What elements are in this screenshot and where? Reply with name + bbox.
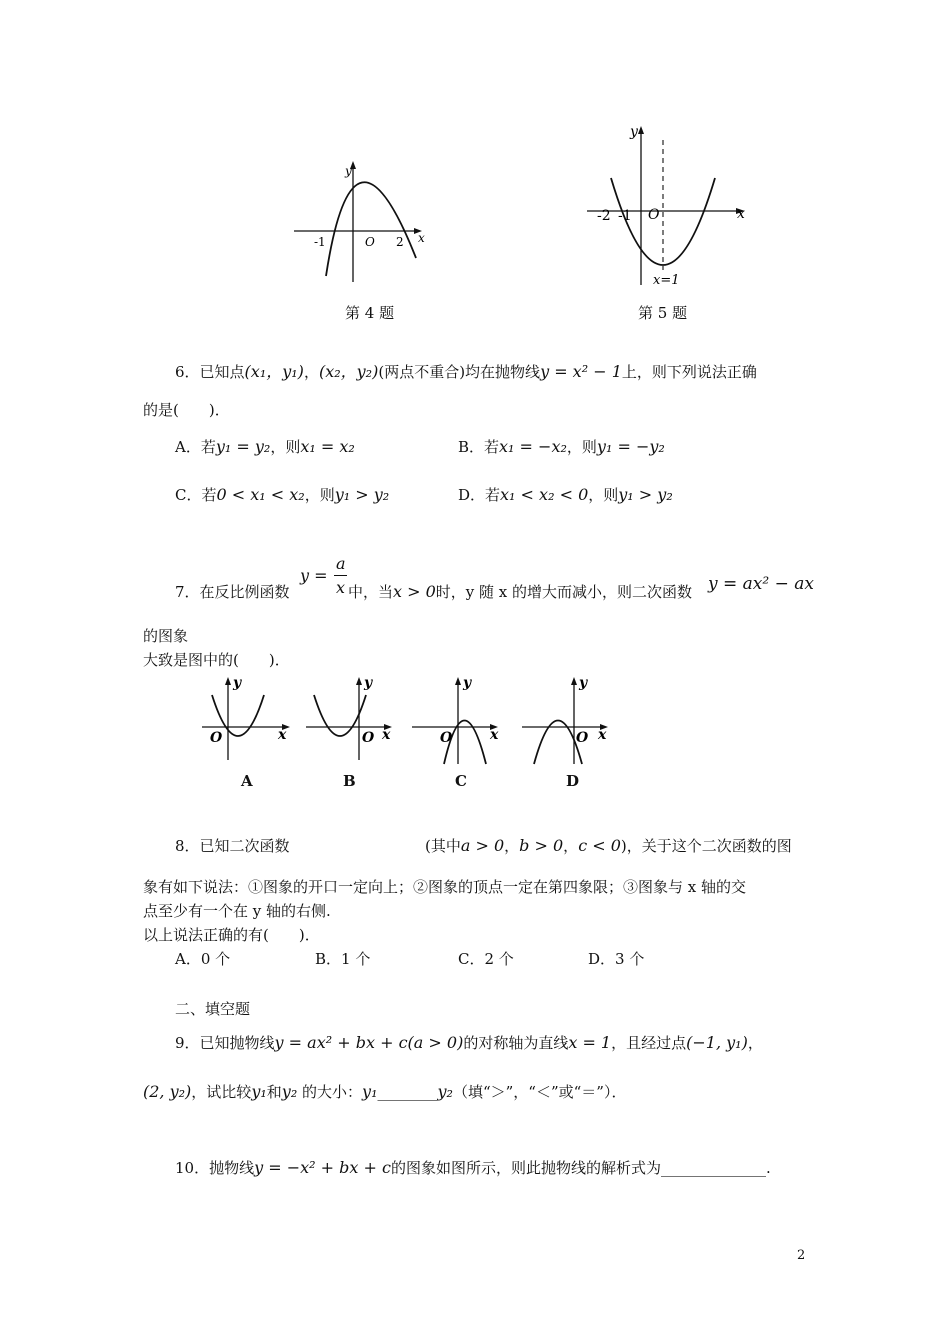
q7-equation: y = ax² − ax [708,574,814,594]
section-fill-in-title: 二、填空题 [175,1000,251,1018]
q8-line4: 以上说法正确的有( )． [143,926,320,944]
figure-4-caption: 第 4 题 [345,304,395,322]
q7-line3: 大致是图中的( )． [143,651,290,669]
q8-c3: c < 0 [578,836,621,855]
q10-equation: y = −x² + bx + c [254,1158,391,1177]
figure-5-caption: 第 5 题 [638,304,688,322]
q9-mid3: ，试比较 [191,1083,252,1101]
q6-a-cond: y₁ = y₂ [215,437,271,456]
q6-b-then: ，则 [566,438,597,456]
q7-b-x: x [382,727,391,743]
fig5-axis-label: x=1 [653,273,680,288]
q9-line1 [175,1033,763,1053]
q7-frac-y: y = [300,566,328,585]
q8-option-d: D．3 个 [588,950,645,968]
fig5-tick-m2: -2 [597,208,611,224]
q7-mid1: 中，当 [348,583,394,601]
page-number: 2 [797,1248,806,1263]
q7-line2: 的图象 [143,627,189,645]
q8-option-a: A．0 个 [175,950,231,968]
q6-point1: (x₁，y₁) [244,362,304,381]
q10-prefix: 10．抛物线 [175,1159,255,1177]
q9-point2: (2, y₂) [143,1082,192,1101]
q6-d-cond: x₁ < x₂ < 0 [500,485,589,504]
q6-option-a [175,437,355,457]
q8-rest: (其中a > 0，b > 0，c < 0)，关于这个二次函数的图 [425,836,792,855]
q7-label-a: A [241,772,253,790]
q6-b-label: B．若 [458,438,500,456]
q8-c2: b > 0 [519,836,564,855]
q9-mid4: 的大小： [302,1083,363,1101]
q7-label-d: D [566,772,580,790]
q6-b-result: y₁ = −y₂ [596,437,665,456]
fig4-tick-right: 2 [396,235,404,249]
q7-graph-c [408,672,508,772]
q8-paren: (其中 [425,837,461,855]
q6-mid: (两点不重合)均在抛物线 [378,363,541,381]
q7-mid2: 时，y 随 x 的增大而减小，则二次函数 [435,583,693,601]
q6-a-label: A．若 [175,438,216,456]
q6-d-then: ，则 [588,486,619,504]
q7-c-x: x [490,727,499,743]
q7-a-o: O [210,730,223,746]
q6-d-label: D．若 [458,486,501,504]
q7-c-o: O [440,730,453,746]
q7-a-y: y [233,675,242,691]
q7-label-b: B [343,772,356,790]
fig4-tick-left: -1 [314,235,326,249]
figure-5-graph [585,120,760,290]
q7-label-c: C [455,772,467,790]
q9-prefix: 9．已知抛物线 [175,1034,275,1052]
q9-mid2: ，且经过点 [611,1034,687,1052]
fig5-tick-m1: -1 [618,208,632,224]
q7-prefix: 7．在反比例函数 [175,583,290,601]
q6-prefix: 6．已知点 [175,363,245,381]
q9-axis: x = 1 [568,1033,612,1052]
q7-a-x: x [278,727,287,743]
q9-line2 [143,1082,626,1102]
q10-end: . [765,1159,771,1177]
q6-a-then: ，则 [270,438,301,456]
q10-line [175,1158,771,1178]
q7-b-y: y [364,675,373,691]
q6-suffix: 上，则下列说法正确 [621,363,757,381]
q8-option-b: B．1 个 [315,950,371,968]
q8-option-c: C．2 个 [458,950,514,968]
q9-blank-y1: y₁ [362,1082,378,1101]
q7-rest [348,582,692,602]
q10-answer-blank[interactable]: ______________ [660,1159,766,1177]
fig4-origin: O [365,235,375,249]
q8-suffix: )，关于这个二次函数的图 [620,837,792,855]
q7-graph-d [518,672,618,772]
q6-point2: (x₂，y₂) [318,362,379,381]
fig5-y-label: y [630,124,638,140]
q9-mid: 的对称轴为直线 [463,1034,569,1052]
fig4-x-label: x [418,231,425,245]
q7-b-o: O [362,730,375,746]
q6-equation: y = x² − 1 [540,362,622,381]
q6-c-result: y₁ > y₂ [334,485,390,504]
q7-cond: x > 0 [393,582,436,601]
q7-c-y: y [463,675,472,691]
q7-frac-num: a [336,554,346,573]
q6-sep: ， [303,363,319,381]
q6-d-result: y₁ > y₂ [618,485,673,504]
q6-c-label: C．若 [175,486,217,504]
q10-suffix: 的图象如图所示，则此抛物线的解析式为 [390,1159,661,1177]
q6-c-cond: 0 < x₁ < x₂ [216,485,305,504]
fig4-y-label: y [345,164,352,178]
q8-c1: a > 0 [460,836,505,855]
q7-graph-b [302,672,402,762]
q9-blank-y2: y₂ [437,1082,453,1101]
q9-point1: (−1, y₁) [686,1033,748,1052]
fig5-origin: O [648,207,660,223]
q9-equation: y = ax² + bx + c(a > 0) [274,1033,464,1052]
q9-y1: y₁ [251,1082,267,1101]
q6-option-d [458,485,673,505]
q6-option-b [458,437,665,457]
q8-line2: 象有如下说法：①图象的开口一定向上；②图象的顶点一定在第四象限；③图象与 x 轴的交 [143,878,746,896]
q6-line1 [175,362,757,382]
q6-b-cond: x₁ = −x₂ [499,437,567,456]
q6-option-c [175,485,389,505]
q8-prefix: 8．已知二次函数 [175,837,290,855]
q9-y2: y₂ [281,1082,298,1101]
q6-a-result: x₁ = x₂ [300,437,355,456]
q7-d-x: x [598,727,607,743]
q8-line3: 点至少有一个在 y 轴的右侧. [143,902,331,920]
q9-answer-blank[interactable]: ________ [377,1083,438,1101]
q7-frac-den: x [336,578,346,597]
figure-4-graph [290,158,440,288]
q7-d-y: y [579,675,588,691]
q7-graph-a [198,672,298,762]
q9-tail: （填“＞”，“＜”或“＝”）． [452,1083,627,1101]
q7-frac-bar [334,575,347,576]
fig5-x-label: x [737,206,745,222]
q9-end1: ， [747,1034,763,1052]
q9-and: 和 [266,1083,282,1101]
q7-d-o: O [576,730,589,746]
q6-c-then: ，则 [304,486,335,504]
q6-line2: 的是( )． [143,401,230,419]
